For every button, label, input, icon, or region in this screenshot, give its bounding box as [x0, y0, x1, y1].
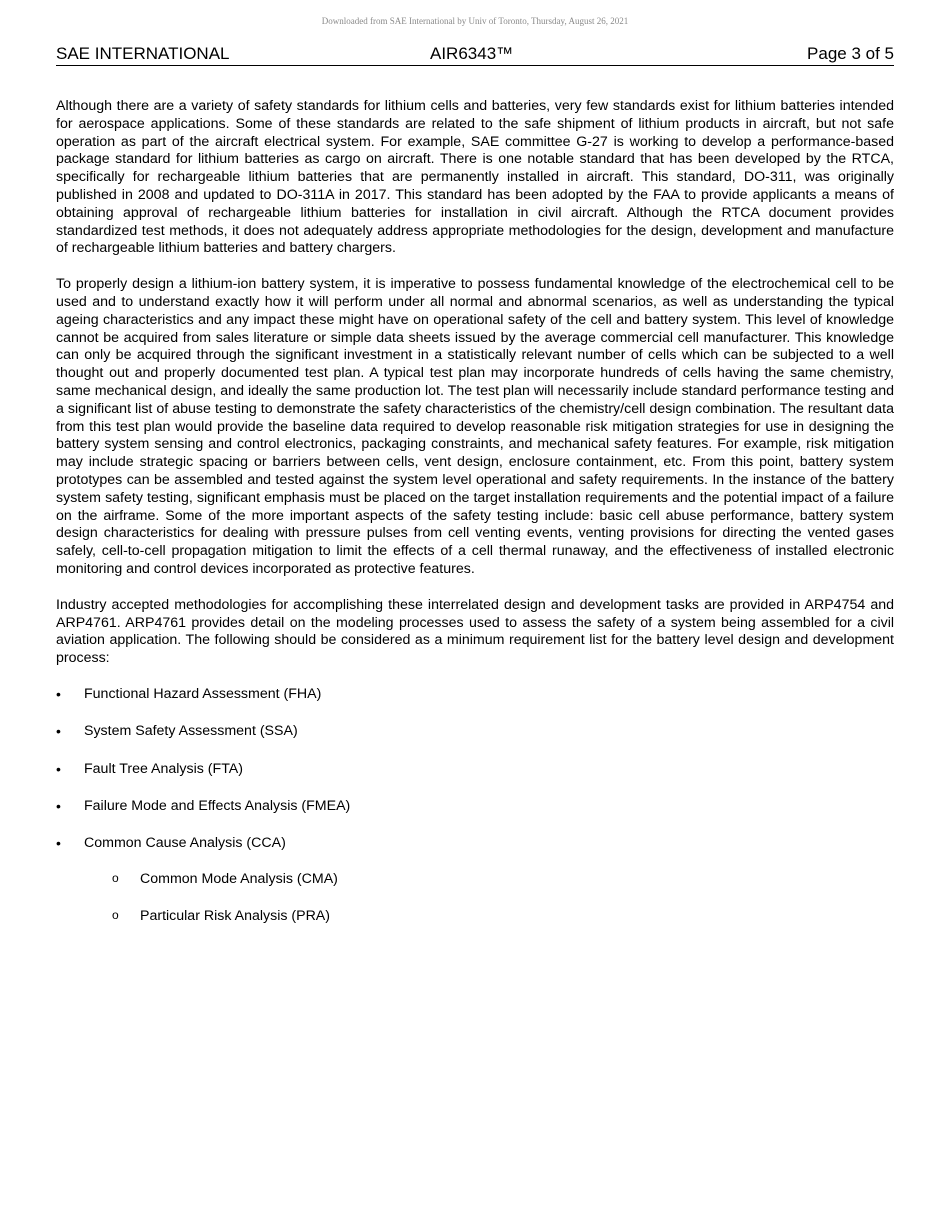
sub-list: [84, 871, 894, 925]
sub-list-item-text: Particular Risk Analysis (PRA): [140, 907, 330, 924]
paragraph-industry-methodologies: Industry accepted methodologies for accomplishing these interrelated design and development tasks are provided in ARP4754 and ARP4761. ARP4761 provides detail on the modeling processes used to assess the safety of a system being assembled for a civil aviation application. The following should be considered as a minimum requirement list for the battery level design and development process:: [56, 596, 894, 667]
list-item: [56, 798, 894, 816]
bullet-icon: •: [56, 797, 61, 814]
list-item-text: Functional Hazard Assessment (FHA): [84, 685, 322, 702]
paragraph-battery-design-knowledge: To properly design a lithium-ion battery system, it is imperative to possess fundamental knowledge of the electrochemical cell to be used and to understand exactly how it will perform under all normal and abnormal scenarios, as well as understanding the typical ageing characteristics and any impact these might have on operational safety of the cell and battery system. This level of knowledge cannot be acquired from sales literature or simple data sheets issued by the average commercial cell manufacturer. This knowledge can only be acquired through the significant investment in a statistically relevant number of cells which can be subjected to a well thought out and properly documented test plan. A typical test plan may incorporate hundreds of cells having the same chemistry, same mechanical design, and ideally the same production lot. The test plan will necessarily include standard performance testing and a significant list of abuse testing to demonstrate the safety characteristics of the chemistry/cell design combination. The resultant data from this test plan would provide the baseline data required to develop reasonable risk mitigation strategies for use in designing the battery system sensing and control electronics, packaging constraints, and mechanical safety features. For example, risk mitigation may include strategic spacing or barriers between cells, vent design, enclosure containment, etc. From this point, battery system prototypes can be assembled and tested against the system level operational and safety requirements. In the instance of the battery system safety testing, significant emphasis must be placed on the target installation requirements and the potential impact of a failure on the airframe. Some of the more important aspects of the safety testing include: basic cell abuse performance, battery system design characteristics for dealing with pressure pulses from cell venting events, venting provisions for directing the vented gases safely, cell-to-cell propagation mitigation to limit the effects of a cell thermal runaway, and the effectiveness of installed electronic monitoring and control devices incorporated as protective features.: [56, 276, 894, 577]
list-item: [56, 835, 894, 925]
bullet-icon: •: [56, 723, 61, 740]
bullet-icon: •: [56, 685, 61, 702]
list-item-text: Common Cause Analysis (CCA): [84, 835, 286, 852]
header-page-number: Page 3 of 5: [807, 44, 894, 63]
list-item-text: Fault Tree Analysis (FTA): [84, 760, 243, 777]
download-watermark: Downloaded from SAE International by Univ of Toronto, Thursday, August 26, 2021: [321, 16, 629, 26]
sub-list-item-text: Common Mode Analysis (CMA): [140, 871, 338, 888]
list-item: [56, 723, 894, 741]
sub-bullet-icon: o: [112, 871, 119, 886]
sub-list-item: [84, 871, 894, 889]
list-item-text: Failure Mode and Effects Analysis (FMEA): [84, 797, 351, 814]
sub-list-item: [84, 908, 894, 926]
bullet-icon: •: [56, 835, 61, 852]
list-item-text: System Safety Assessment (SSA): [84, 723, 298, 740]
header-document-id: AIR6343™: [430, 44, 514, 63]
list-item: [56, 761, 894, 779]
list-item: [56, 686, 894, 704]
header-organization: SAE INTERNATIONAL: [56, 44, 230, 63]
bullet-icon: •: [56, 760, 61, 777]
page-header: [56, 44, 894, 66]
paragraph-standards-overview: Although there are a variety of safety standards for lithium cells and batteries, very few standards exist for lithium batteries intended for aerospace applications. Some of these standards are related to the safe shipment of lithium products in aircraft, but not safe operation as part of the aircraft electrical system. For example, SAE committee G-27 is working to develop a performance-based package standard for lithium batteries as cargo on aircraft. There is one notable standard that has been developed by the RTCA, specifically for rechargeable lithium batteries that are permanently installed in aircraft. This standard, DO-311, was originally published in 2008 and updated to DO-311A in 2017. This standard has been adopted by the FAA to provide applicants a means of obtaining approval of rechargeable lithium batteries for installation in civil aircraft. Although the RTCA document provides standardized test methods, it does not adequately address appropriate methodologies for the design, development and manufacture of rechargeable lithium batteries and battery chargers.: [56, 98, 894, 257]
sub-bullet-icon: o: [112, 907, 119, 922]
document-body: [56, 98, 894, 925]
requirement-list: [56, 686, 894, 926]
